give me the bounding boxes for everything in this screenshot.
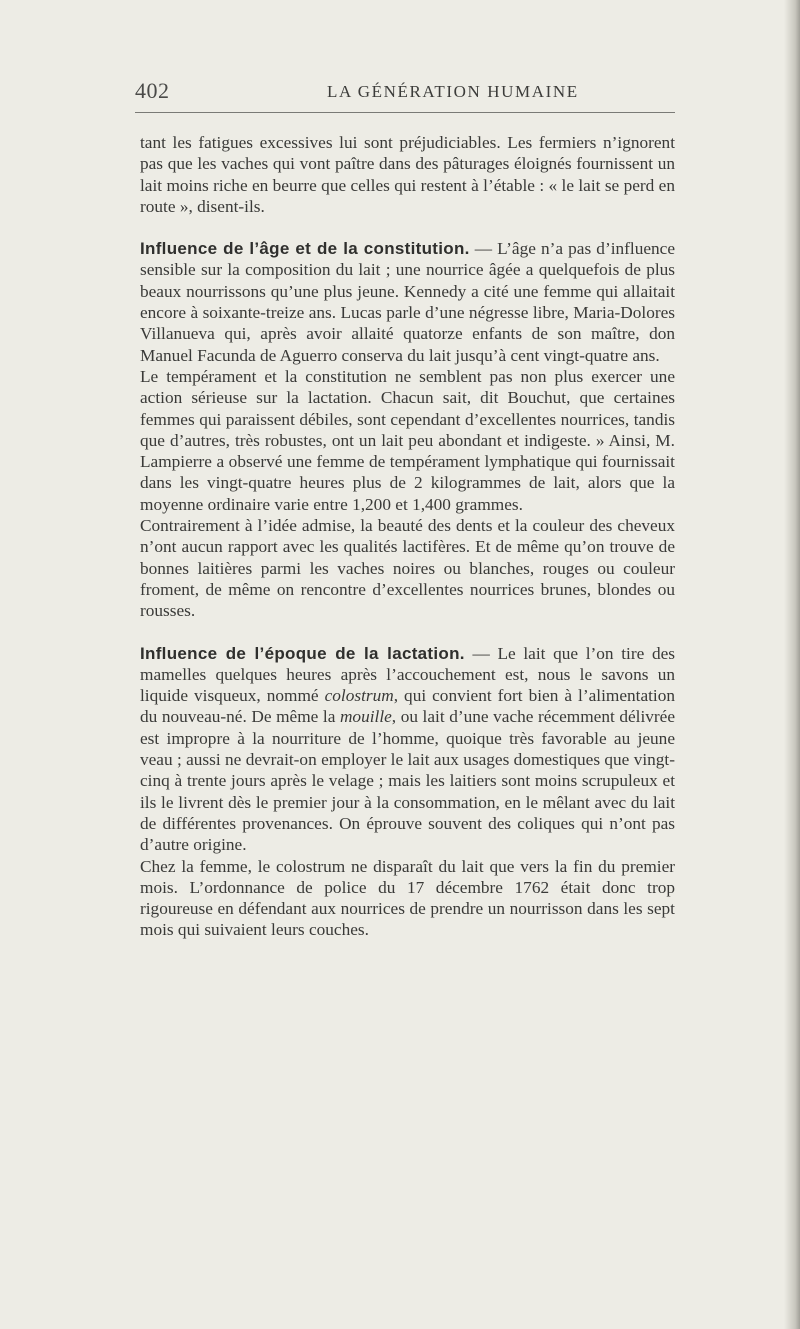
paragraph-beauty: Contrairement à l’idée admise, la beauté des dents et la couleur des cheveux n’ont aucun rapport avec les qualités lactifères. Et de même qu’on trouve de bonnes laitières parmi les vaches noires ou blanches, rouges ou couleur froment, de même on rencontre d’excellentes nourrices brunes, blondes ou rousses. (140, 516, 675, 621)
paragraph-colostrum-woman: Chez la femme, le colostrum ne disparaît du lait que vers la fin du premier mois. L’ordonnance de police du 17 décembre 1762 était donc trop rigoureuse en défendant aux nourrices de prendre un nourrisson dans les sept mois qui suivaient leurs couches. (140, 856, 675, 940)
section-heading-age: Influence de l’âge et de la constitution. (140, 239, 470, 259)
paragraph-lactation-text-a: — Le lait que l’on tire des mamelles quelques heures après l’accouchement est, nous le savons un liquide visqueux, nommé (140, 643, 675, 706)
paragraph-gap (140, 622, 675, 643)
page-number: 402 (135, 78, 170, 103)
section-heading-lactation: Influence de l’époque de la lactation. (140, 643, 465, 663)
paragraph-temperament: Le tempérament et la constitution ne semblent pas non plus exercer une action sérieuse sur la lactation. Chacun sait, dit Bouchut, que certaines femmes qui paraissent débiles, sont cependant d’excellentes nourrices, tandis que d’autres, très robustes, ont un lait peu abondant et indigeste. » Ainsi, M. Lampierre a observé une femme de tempérament lymphatique qui fournissait dans les vingt-quatre heures plus de 2 kilogrammes de lait, alors que la moyenne ordinaire varie entre 1,200 et 1,400 grammes. (140, 366, 675, 514)
paragraph-age-text: — L’âge n’a pas d’influence sensible sur la composition du lait ; une nourrice âgée a quelquefois de plus beaux nourrissons qu’une plus jeune. Kennedy a cité une femme qui allaitait encore à soixante-treize ans. Lucas parle d’une négresse libre, Maria-Dolores Villanueva qui, après avoir allaité quatorze enfants de son maître, don Manuel Facunda de Aguerro conserva du lait jusqu’à cent vingt-quatre ans. (140, 239, 675, 365)
paragraph-lactation-text-b: , qui convient fort bien à l’alimentation du nouveau-né. De même la (140, 686, 675, 727)
paragraph-gap (140, 217, 675, 238)
paragraph-lactation-epoch (140, 643, 675, 856)
paragraph-intro: tant les fatigues excessives lui sont préjudiciables. Les fermiers n’ignorent pas que les vaches qui vont paître dans des pâturages éloignés fournissent un lait moins riche en beurre que celles qui restent à l’étable : « le lait se perd en route », disent-ils. (140, 133, 675, 216)
running-title: LA GÉNÉRATION HUMAINE (327, 82, 579, 101)
paragraph-age-influence (140, 238, 675, 366)
body-text (140, 132, 675, 941)
term-mouille: mouille (339, 707, 392, 727)
page-edge-shadow (784, 0, 800, 1329)
term-colostrum: colostrum (324, 686, 394, 706)
page-header (135, 78, 675, 106)
header-rule (135, 112, 675, 113)
paragraph-lactation-text-c: , ou lait d’une vache récemment délivrée est impropre à la nourriture de l’homme, quoique très favorable au jeune veau ; aussi ne devrait-on employer le lait aux usages domestiques que vingt-cinq à trente jours après le velage ; mais les laitiers sont moins scrupuleux et ils le livrent dès le premier jour à la consommation, en le mêlant avec du lait de différentes provenances. On éprouve souvent des coliques qui n’ont pas d’autre origine. (140, 707, 675, 855)
